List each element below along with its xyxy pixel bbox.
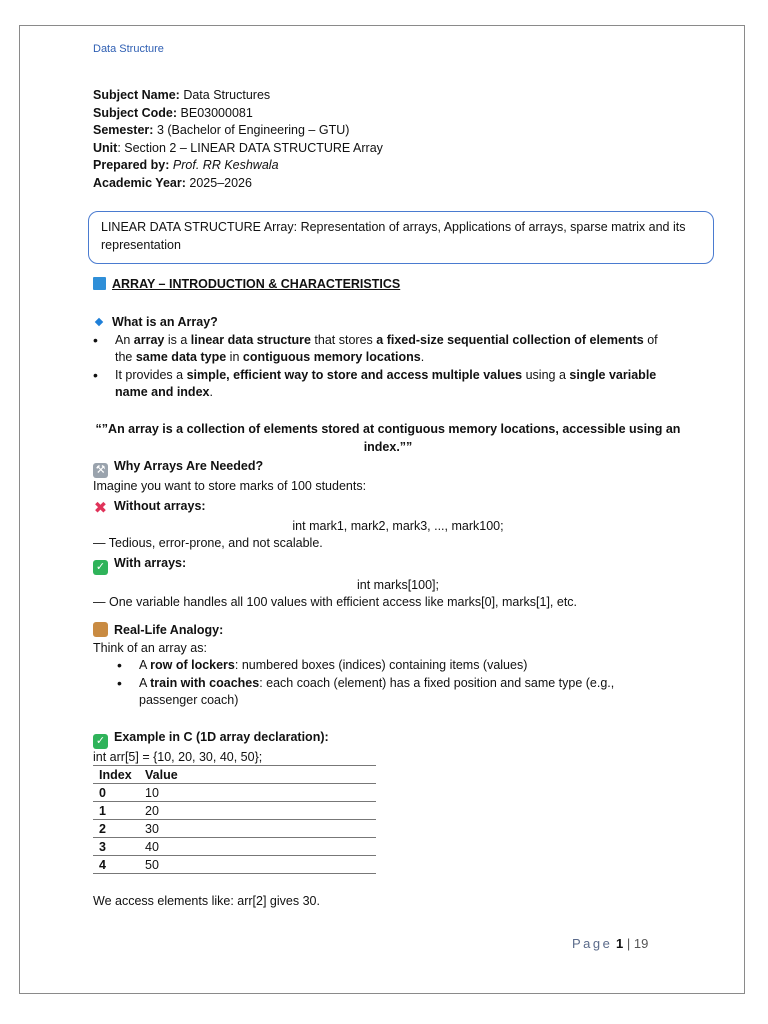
without-label-row: ✖ Without arrays: — [93, 498, 206, 517]
example-block — [93, 729, 493, 767]
row-index: 4 — [93, 856, 139, 874]
with-label-row: ✓ With arrays: — [93, 555, 703, 575]
page-separator: | — [626, 936, 631, 951]
row-index: 0 — [93, 784, 139, 802]
index-value-table — [93, 765, 376, 874]
callout-text: LINEAR DATA STRUCTURE Array: Representation of arrays, Applications of arrays, sparse matrix and its representation — [101, 220, 686, 252]
meta-unit: Unit: Section 2 – LINEAR DATA STRUCTURE Array — [93, 140, 383, 155]
meta-subject-name: Subject Name: Data Structures — [93, 88, 271, 102]
analogy-block — [93, 622, 653, 710]
book-icon — [93, 277, 106, 290]
what-is-block — [93, 314, 673, 402]
row-value: 10 — [139, 784, 376, 802]
cross-icon: ✖ — [93, 499, 108, 517]
access-note: We access elements like: arr[2] gives 30. — [93, 894, 320, 908]
list-item: • An array is a linear data structure that stores a fixed-size sequential collection of elements of the same data type in contiguous memory locations. — [93, 332, 673, 367]
example-code: int arr[5] = {10, 20, 30, 40, 50}; — [93, 750, 263, 764]
analogy-list — [117, 657, 653, 710]
row-value: 30 — [139, 820, 376, 838]
without-note: — Tedious, error-prone, and not scalable. — [93, 536, 323, 551]
col-index: Index — [93, 766, 139, 784]
why-intro: Imagine you want to store marks of 100 students: — [93, 479, 367, 493]
running-header: Data Structure — [93, 43, 164, 55]
what-is-list — [93, 332, 673, 402]
page-total: 19 — [633, 936, 649, 951]
subject-meta — [93, 87, 383, 193]
check-icon: ✓ — [93, 560, 108, 575]
topic-callout — [88, 211, 714, 264]
package-icon — [93, 622, 108, 637]
table-row — [93, 856, 376, 874]
analogy-heading: Real-Life Analogy: — [93, 622, 653, 640]
check-icon: ✓ — [93, 734, 108, 749]
page-footer — [572, 936, 648, 951]
why-heading: ⚒ Why Arrays Are Needed? — [93, 458, 703, 478]
meta-academic-year: Academic Year: 2025–2026 — [93, 175, 252, 190]
table-row — [93, 784, 376, 802]
analogy-intro: Think of an array as: — [93, 640, 207, 655]
row-value: 50 — [139, 856, 376, 874]
col-value: Value — [139, 766, 376, 784]
meta-semester: Semester: 3 (Bachelor of Engineering – GTU) — [93, 123, 350, 138]
row-index: 1 — [93, 802, 139, 820]
definition-quote: “”An array is a collection of elements stored at contiguous memory locations, accessible using an index.”” — [95, 422, 681, 454]
list-item: • A row of lockers: numbered boxes (indices) containing items (values) — [117, 657, 653, 675]
tools-icon: ⚒ — [93, 463, 108, 478]
why-block — [93, 458, 703, 612]
table-row — [93, 838, 376, 856]
table-row — [93, 820, 376, 838]
page-number: 1 — [616, 936, 624, 951]
list-item: • A train with coaches: each coach (element) has a fixed position and same type (e.g., passenger coach) — [117, 675, 653, 710]
meta-prepared-by: Prepared by: Prof. RR Keshwala — [93, 158, 279, 173]
with-note: — One variable handles all 100 values with efficient access like marks[0], marks[1], etc. — [93, 595, 578, 610]
meta-subject-code: Subject Code: BE03000081 — [93, 105, 253, 120]
page-word: Page — [572, 936, 613, 951]
what-is-heading: What is an Array? — [93, 314, 673, 332]
row-index: 3 — [93, 838, 139, 856]
section-title: ARRAY – INTRODUCTION & CHARACTERISTICS — [93, 277, 400, 291]
diamond-icon — [95, 318, 103, 326]
row-value: 20 — [139, 802, 376, 820]
row-index: 2 — [93, 820, 139, 838]
with-code: int marks[100]; — [357, 577, 439, 592]
list-item: • It provides a simple, efficient way to store and access multiple values using a single variable name and index. — [93, 367, 673, 402]
example-heading: ✓ Example in C (1D array declaration): — [93, 729, 493, 749]
table-row — [93, 802, 376, 820]
row-value: 40 — [139, 838, 376, 856]
without-code: int mark1, mark2, mark3, ..., mark100; — [292, 518, 504, 533]
